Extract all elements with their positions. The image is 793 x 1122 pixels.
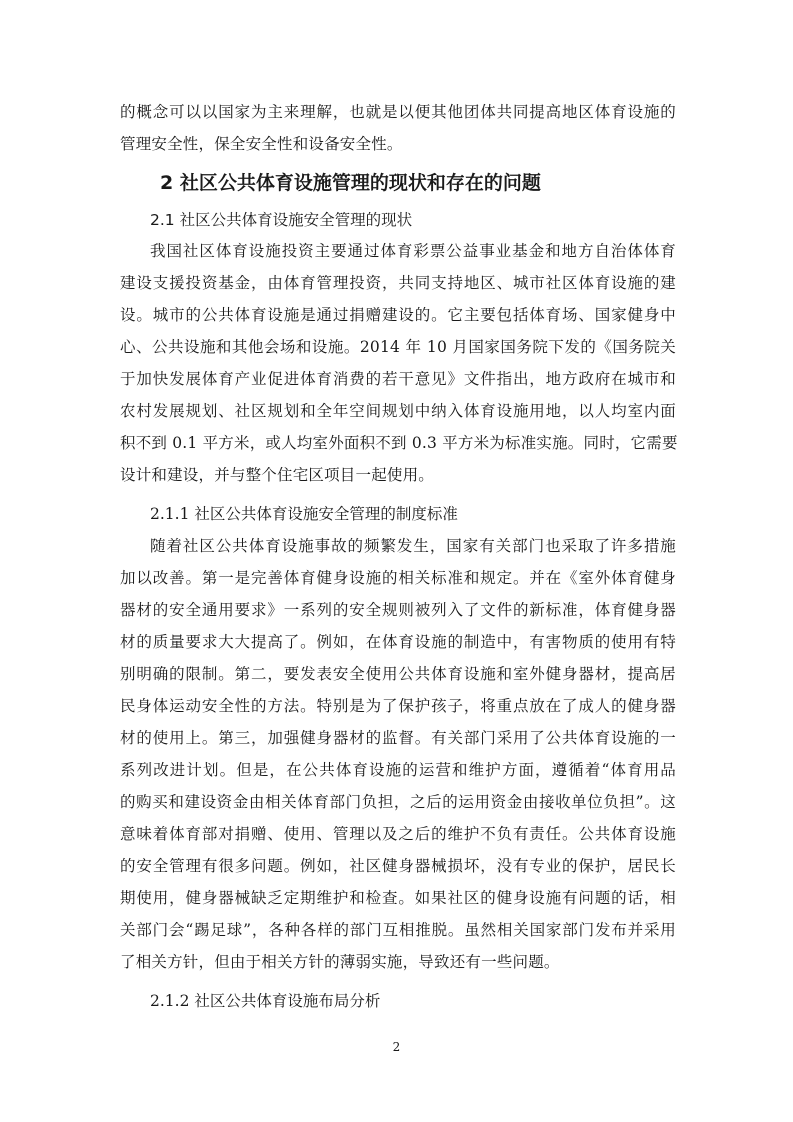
section-2-1-line-2: 建设支援投资基金，由体育管理投资，共同支持地区、城市社区体育设施的建 — [120, 274, 676, 292]
section-2-1-1-line-6: 民身体运动安全性的方法。特别是为了保护孩子，将重点放在了成人的健身器 — [120, 697, 676, 715]
section-2-1-1-line-9: 的购买和建设资金由相关体育部门负担，之后的运用资金由接收单位负担”。这 — [120, 793, 676, 811]
section-2-1-line-3: 设。城市的公共体育设施是通过捐赠建设的。它主要包括体育场、国家健身中 — [120, 306, 676, 324]
intro-line-2: 管理安全性，保全安全性和设备安全性。 — [120, 135, 403, 153]
section-2-1-line-4: 心、公共设施和其他会场和设施。2014 年 10 月国家国务院下发的《国务院关 — [120, 338, 676, 356]
section-2-1-1-line-4: 材的质量要求大大提高了。例如，在体育设施的制造中，有害物质的使用有特 — [120, 633, 676, 651]
section-2-1-1-line-3: 器材的安全通用要求》一系列的安全规则被列入了文件的新标准，体育健身器 — [120, 601, 676, 619]
section-2-1-1-line-13: 关部门会“踢足球”，各种各样的部门互相推脱。虽然相关国家部门发布并采用 — [120, 921, 676, 939]
section-2-1-line-8: 设计和建设，并与整个住宅区项目一起使用。 — [120, 466, 435, 484]
intro-line-1: 的概念可以以国家为主来理解，也就是以便其他团体共同提高地区体育设施的 — [120, 103, 676, 121]
section-2-1-heading: 2.1 社区公共体育设施安全管理的现状 — [150, 211, 413, 229]
section-2-1-line-6: 农村发展规划、社区规划和全年空间规划中纳入体育设施用地，以人均室内面 — [120, 402, 676, 420]
section-2-1-1-line-5: 别明确的限制。第二，要发表安全使用公共体育设施和室外健身器材，提高居 — [120, 665, 676, 683]
page-number: 2 — [392, 1040, 401, 1054]
section-2-1-1-line-1: 随着社区公共体育设施事故的频繁发生，国家有关部门也采取了许多措施 — [150, 537, 676, 555]
section-2-1-line-7: 积不到 0.1 平方米，或人均室外面积不到 0.3 平方米为标准实施。同时，它需要 — [120, 434, 678, 452]
section-2-1-1-line-10: 意味着体育部对捐赠、使用、管理以及之后的维护不负有责任。公共体育设施 — [120, 825, 676, 843]
section-2-1-1-line-7: 材的使用上。第三，加强健身器材的监督。有关部门采用了公共体育设施的一 — [120, 729, 676, 747]
section-2-1-1-line-14: 了相关方针，但由于相关方针的薄弱实施，导致还有一些问题。 — [120, 953, 560, 971]
section-2-1-1-line-12: 期使用，健身器械缺乏定期维护和检查。如果社区的健身设施有问题的话，相 — [120, 889, 676, 907]
section-2-1-line-5: 于加快发展体育产业促进体育消费的若干意见》文件指出，地方政府在城市和 — [120, 370, 676, 388]
section-2-1-1-heading: 2.1.1 社区公共体育设施安全管理的制度标准 — [150, 505, 458, 523]
section-2-heading: 2 社区公共体育设施管理的现状和存在的问题 — [160, 172, 541, 194]
section-2-1-2-heading: 2.1.2 社区公共体育设施布局分析 — [150, 992, 381, 1010]
section-2-1-1-line-8: 系列改进计划。但是，在公共体育设施的运营和维护方面，遵循着“体育用品 — [120, 761, 676, 779]
section-2-1-1-line-11: 的安全管理有很多问题。例如，社区健身器械损坏，没有专业的保护，居民长 — [120, 857, 676, 875]
section-2-1-line-1: 我国社区体育设施投资主要通过体育彩票公益事业基金和地方自治体体育 — [150, 242, 676, 260]
section-2-1-1-line-2: 加以改善。第一是完善体育健身设施的相关标准和规定。并在《室外体育健身 — [120, 569, 676, 587]
